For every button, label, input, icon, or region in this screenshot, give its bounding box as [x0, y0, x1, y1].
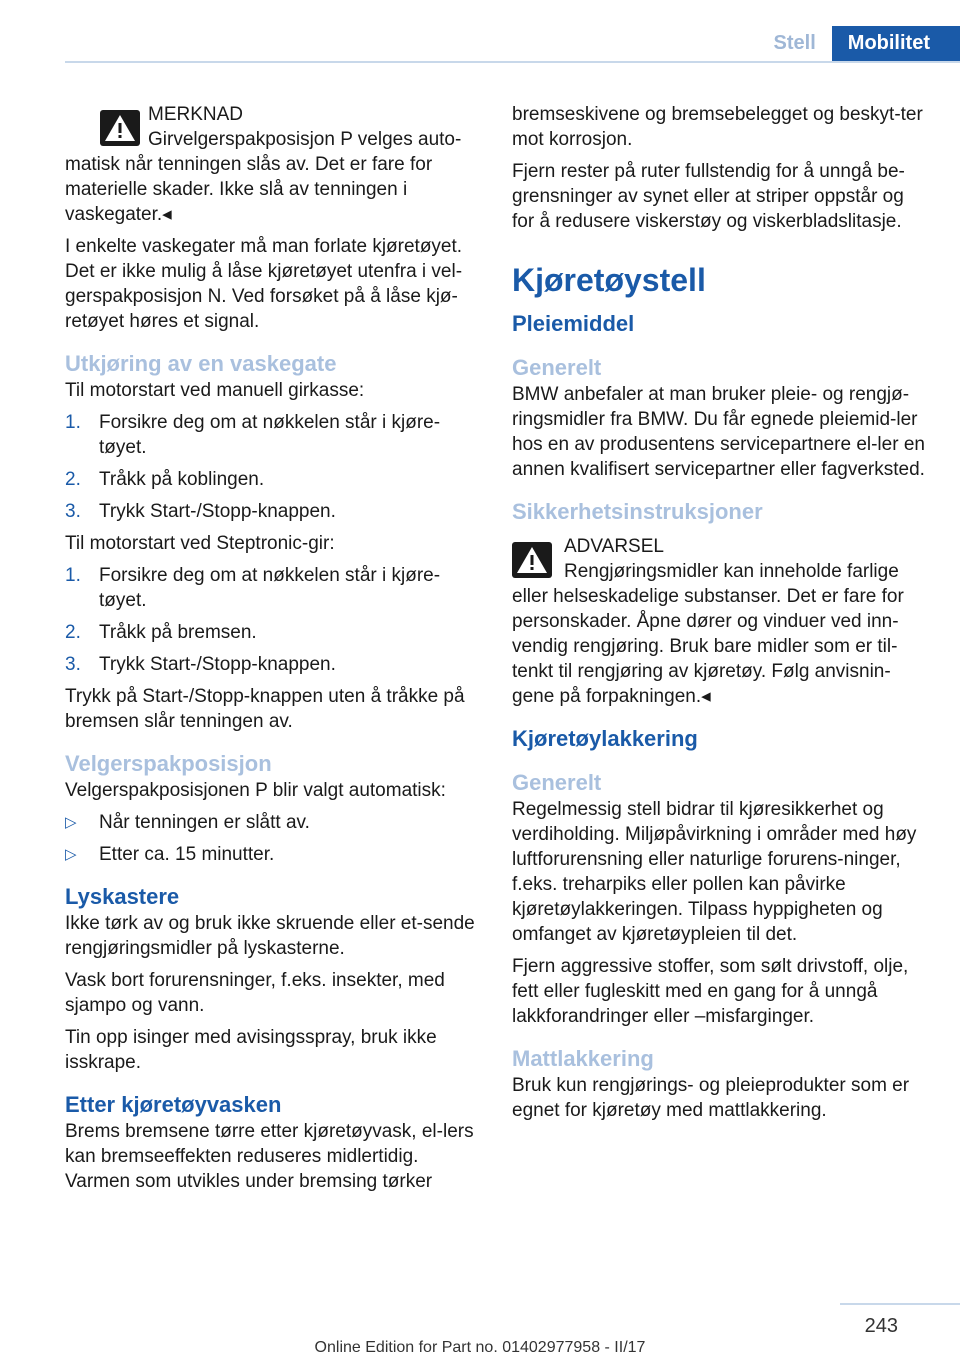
- notice-line: vaskegater.◂: [65, 204, 172, 225]
- warning-triangle-icon: [512, 542, 552, 578]
- paragraph: Fjern aggressive stoffer, som sølt drivstoff, olje, fett eller fugleskitt med en gang for å unngå lakkforandringer eller –misfarginger.: [512, 956, 909, 1027]
- bullet-list: [65, 810, 483, 867]
- list-text: Forsikre deg om at nøkkelen står i kjøre-tøyet.: [99, 412, 441, 458]
- numbered-list: [65, 410, 483, 524]
- heading-lakkering: Kjøretøylakkering: [512, 726, 698, 751]
- list-text: Tråkk på bremsen.: [99, 622, 257, 643]
- section-title: Kjøretøystell: [512, 262, 706, 298]
- list-item: [65, 563, 483, 613]
- list-text: Etter ca. 15 minutter.: [99, 844, 275, 865]
- notice-line: Girvelgerspakposisjon P velges auto-: [148, 129, 462, 150]
- numbered-list: [65, 563, 483, 677]
- paragraph: Til motorstart ved Steptronic-gir:: [65, 533, 335, 554]
- tab-stell[interactable]: Stell: [773, 32, 816, 54]
- warning-line: eller helseskadelige substanser. Det er fare for: [512, 586, 904, 607]
- tab-mobilitet[interactable]: Mobilitet: [832, 26, 960, 62]
- paragraph: I enkelte vaskegater må man forlate kjøretøyet. Det er ikke mulig å låse kjøretøyet utenfra i vel-gerspakposisjon N. Ved forsøket på å låse kjø-retøyet høres et signal.: [65, 236, 463, 332]
- list-text: Trykk Start-/Stopp-knappen.: [99, 501, 336, 522]
- warning-line: gene på forpakningen.◂: [512, 686, 711, 707]
- list-item: [65, 842, 483, 867]
- paragraph: Velgerspakposisjonen P blir valgt automatisk:: [65, 780, 446, 801]
- paragraph: Fjern rester på ruter fullstendig for å unngå be-grensninger av synet eller at striper oppstår og for å redusere viskerstøy og viskerbladslitasje.: [512, 161, 905, 232]
- warning-line: personskader. Åpne dører og vinduer ved inn-: [512, 611, 899, 632]
- heading-utkjoring: Utkjøring av en vaskegate: [65, 351, 337, 376]
- page-number: 243: [864, 1315, 898, 1337]
- list-item: [65, 499, 483, 524]
- paragraph: Vask bort forurensninger, f.eks. insekter, med sjampo og vann.: [65, 970, 445, 1016]
- list-number: 3.: [65, 654, 81, 675]
- heading-sikkerhet: Sikkerhetsinstruksjoner: [512, 499, 763, 524]
- list-number: 2.: [65, 469, 81, 490]
- paragraph: bremseskivene og bremsebelegget og beskyt-ter mot korrosjon.: [512, 104, 923, 150]
- paragraph: Til motorstart ved manuell girkasse:: [65, 380, 365, 401]
- page-number-rule: [840, 1303, 960, 1305]
- notice-line: materielle skader. Ikke slå av tenningen i: [65, 179, 408, 200]
- header-divider: [65, 61, 960, 63]
- heading-generelt: Generelt: [512, 355, 602, 380]
- notice-line: matisk når tenningen slås av. Det er fare for: [65, 154, 433, 175]
- triangle-bullet-icon: ▷: [65, 846, 77, 863]
- warning-line: vendig rengjøring. Bruk bare midler som er til-: [512, 636, 898, 657]
- paragraph: Regelmessig stell bidrar til kjøresikkerhet og verdiholding. Miljøpåvirkning i områder med høy luftforurensning eller naturlige forurens-ninger, f.eks. treharpiks eller pollen kan påvirke kjøretøylakkeringen. Tilpass hyppigheten og omfanget av kjøretøypleien til det.: [512, 799, 917, 945]
- warning-line: Rengjøringsmidler kan inneholde farlige: [564, 561, 899, 582]
- list-item: [65, 810, 483, 835]
- list-text: Trykk Start-/Stopp-knappen.: [99, 654, 336, 675]
- paragraph: Bruk kun rengjørings- og pleieprodukter som er egnet for kjøretøy med mattlakkering.: [512, 1075, 910, 1121]
- list-number: 1.: [65, 412, 81, 433]
- notice-title: MERKNAD: [148, 104, 244, 125]
- left-column: [65, 102, 483, 1201]
- list-number: 3.: [65, 501, 81, 522]
- triangle-bullet-icon: ▷: [65, 814, 77, 831]
- list-number: 2.: [65, 622, 81, 643]
- warning-triangle-icon: [100, 110, 140, 146]
- heading-pleiemiddel: Pleiemiddel: [512, 311, 635, 336]
- warning-box: [512, 534, 930, 709]
- heading-velgerspak: Velgerspakposisjon: [65, 751, 272, 776]
- paragraph: Brems bremsene tørre etter kjøretøyvask, el-lers kan bremseeffekten reduseres midlertidig. Varmen som utvikles under bremsing tørker: [65, 1121, 474, 1192]
- warning-title: ADVARSEL: [564, 536, 664, 557]
- heading-generelt: Generelt: [512, 770, 602, 795]
- notice-box: [65, 102, 483, 227]
- list-number: 1.: [65, 565, 81, 586]
- chapter-tabs: [758, 26, 960, 62]
- list-text: Når tenningen er slått av.: [99, 812, 310, 833]
- heading-etter-vask: Etter kjøretøyvasken: [65, 1092, 282, 1117]
- paragraph: Trykk på Start-/Stopp-knappen uten å tråkke på bremsen slår tenningen av.: [65, 686, 465, 732]
- warning-line: tenkt til rengjøring av kjøretøy. Følg anvisnin-: [512, 661, 891, 682]
- footer-edition: Online Edition for Part no. 01402977958 - II/17: [314, 1339, 646, 1356]
- right-column: [512, 102, 930, 1130]
- heading-mattlakkering: Mattlakkering: [512, 1046, 654, 1071]
- paragraph: BMW anbefaler at man bruker pleie- og rengjø-ringsmidler fra BMW. Du får egnede pleiemid-ler hos en av produsentens servicepartnere el-ler en annen kvalifisert servicepartner eller fagverksted.: [512, 384, 925, 480]
- heading-lyskastere: Lyskastere: [65, 884, 180, 909]
- list-text: Forsikre deg om at nøkkelen står i kjøre-tøyet.: [99, 565, 441, 611]
- list-item: [65, 467, 483, 492]
- list-item: [65, 652, 483, 677]
- paragraph: Ikke tørk av og bruk ikke skruende eller et-sende rengjøringsmidler på lyskasterne.: [65, 913, 475, 959]
- list-item: [65, 410, 483, 460]
- paragraph: Tin opp isinger med avisingsspray, bruk ikke isskrape.: [65, 1027, 437, 1073]
- list-item: [65, 620, 483, 645]
- list-text: Tråkk på koblingen.: [99, 469, 265, 490]
